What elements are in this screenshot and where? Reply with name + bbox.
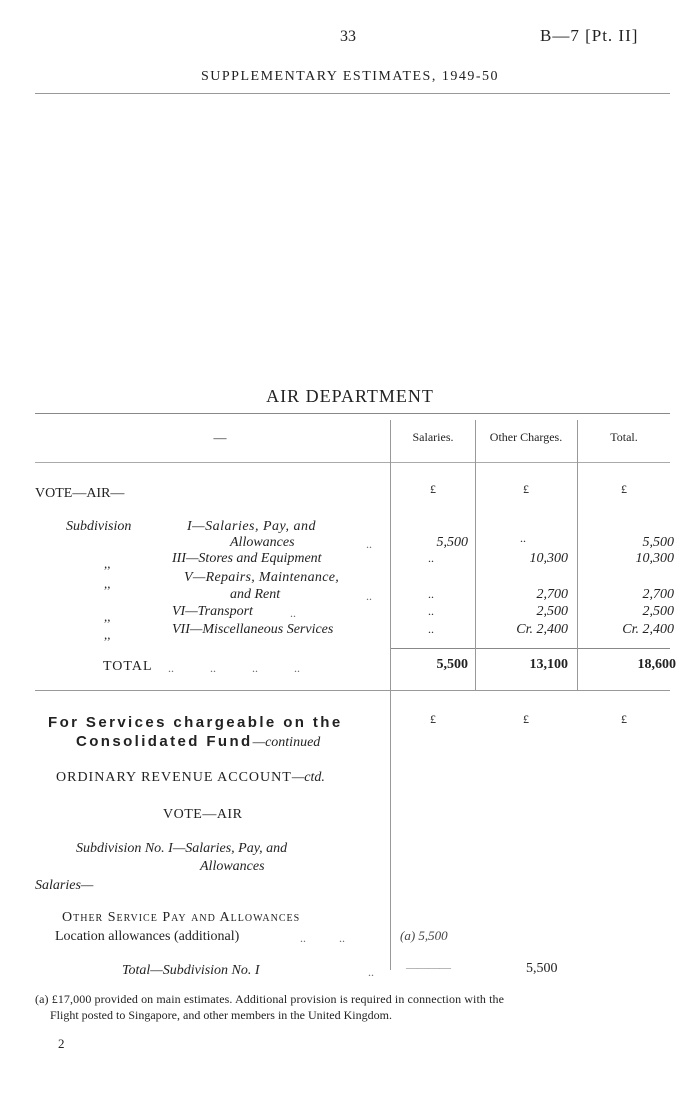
currency-salaries: £ <box>430 712 436 726</box>
cell-total: Cr. 2,400 <box>622 622 674 637</box>
column-header-other-charges: Other Charges. <box>489 430 563 444</box>
table-top-rule <box>35 413 670 414</box>
ordinary-suffix: —ctd. <box>291 770 325 785</box>
cell-salaries: .. <box>428 551 434 565</box>
leader-dots: .. <box>366 537 372 551</box>
location-allowances-amount: (a) 5,500 <box>400 928 448 943</box>
vote-title: VOTE—AIR— <box>35 486 125 501</box>
page-title: SUPPLEMENTARY ESTIMATES, 1949-50 <box>201 69 499 84</box>
currency-total: £ <box>621 482 627 496</box>
row-prefix: ,, <box>104 556 111 571</box>
cell-salaries: .. <box>428 604 434 618</box>
document-reference: B—7 [Pt. II] <box>540 26 639 45</box>
page-number: 33 <box>340 28 356 45</box>
total-salaries: 5,500 <box>436 657 468 672</box>
column-header-blank: — <box>213 430 227 445</box>
row-label: V—Repairs, Maintenance, <box>184 570 340 585</box>
vote-subheading: VOTE—AIR <box>163 807 243 822</box>
subdivision-total-dash: ———— <box>406 960 450 974</box>
total-label: TOTAL <box>103 659 153 674</box>
currency-salaries: £ <box>430 482 436 496</box>
section-heading-continued <box>76 733 320 751</box>
footnote-line-2: Flight posted to Singapore, and other members in the United Kingdom. <box>50 1008 392 1022</box>
section-rule <box>35 690 670 691</box>
column-header-salaries: Salaries. <box>412 430 454 444</box>
table-header-rule <box>35 462 670 463</box>
leader-dots: .. <box>368 965 374 979</box>
ordinary-revenue-label: ORDINARY REVENUE ACCOUNT <box>56 770 292 785</box>
cell-other: 10,300 <box>529 551 568 566</box>
row-label: I—Salaries, Pay, and <box>187 519 316 534</box>
footnote-line-1: (a) £17,000 provided on main estimates. Additional provision is required in connection with the <box>35 992 505 1006</box>
subdivision-total-label: Total—Subdivision No. I <box>122 963 260 978</box>
currency-total: £ <box>621 712 627 726</box>
currency-other: £ <box>523 712 529 726</box>
cell-total: 5,500 <box>642 535 674 550</box>
cell-other: .. <box>520 531 526 545</box>
total-top-rule <box>390 648 670 649</box>
salaries-label: Salaries— <box>35 878 94 893</box>
section-heading: For Services chargeable on the <box>48 714 343 731</box>
cell-salaries: .. <box>428 587 434 601</box>
leader-dots: .. .. .. .. <box>168 661 300 675</box>
row-label-continued: Allowances <box>230 535 295 550</box>
subdivision-total-amount: 5,500 <box>526 961 558 976</box>
total-other: 13,100 <box>529 657 568 672</box>
cell-other: Cr. 2,400 <box>516 622 568 637</box>
consolidated-fund-label: Consolidated Fund <box>76 733 253 750</box>
leader-dots: .. <box>366 589 372 603</box>
row-label: III—Stores and Equipment <box>172 551 322 566</box>
row-label-continued: and Rent <box>230 587 281 602</box>
row-prefix: ,, <box>104 576 111 591</box>
continued-label: —continued <box>252 735 321 750</box>
other-service-heading: Other Service Pay and Allowances <box>62 910 301 925</box>
header-rule <box>35 93 670 94</box>
row-label: VII—Miscellaneous Services <box>172 622 334 637</box>
department-heading: AIR DEPARTMENT <box>266 386 434 406</box>
cell-salaries: 5,500 <box>436 535 468 550</box>
cell-other: 2,500 <box>536 604 568 619</box>
leader-dots: .. <box>290 606 296 620</box>
row-prefix: ,, <box>104 609 111 624</box>
cell-other: 2,700 <box>536 587 568 602</box>
ordinary-revenue-account <box>56 770 325 786</box>
subdivision-heading: Subdivision No. I—Salaries, Pay, and <box>76 841 288 856</box>
cell-total: 10,300 <box>635 551 674 566</box>
cell-salaries: .. <box>428 622 434 636</box>
column-header-total: Total. <box>610 430 638 444</box>
total-total: 18,600 <box>637 657 676 672</box>
cell-total: 2,500 <box>642 604 674 619</box>
subdivision-heading-continued: Allowances <box>200 859 265 874</box>
row-label: VI—Transport <box>172 604 253 619</box>
column-separator-1 <box>390 420 391 970</box>
row-prefix: Subdivision <box>66 519 132 534</box>
cell-total: 2,700 <box>642 587 674 602</box>
signature-mark: 2 <box>58 1036 65 1051</box>
currency-other: £ <box>523 482 529 496</box>
location-allowances-label: Location allowances (additional) <box>55 929 240 944</box>
row-prefix: ,, <box>104 627 111 642</box>
leader-dots: .. .. <box>300 931 345 945</box>
